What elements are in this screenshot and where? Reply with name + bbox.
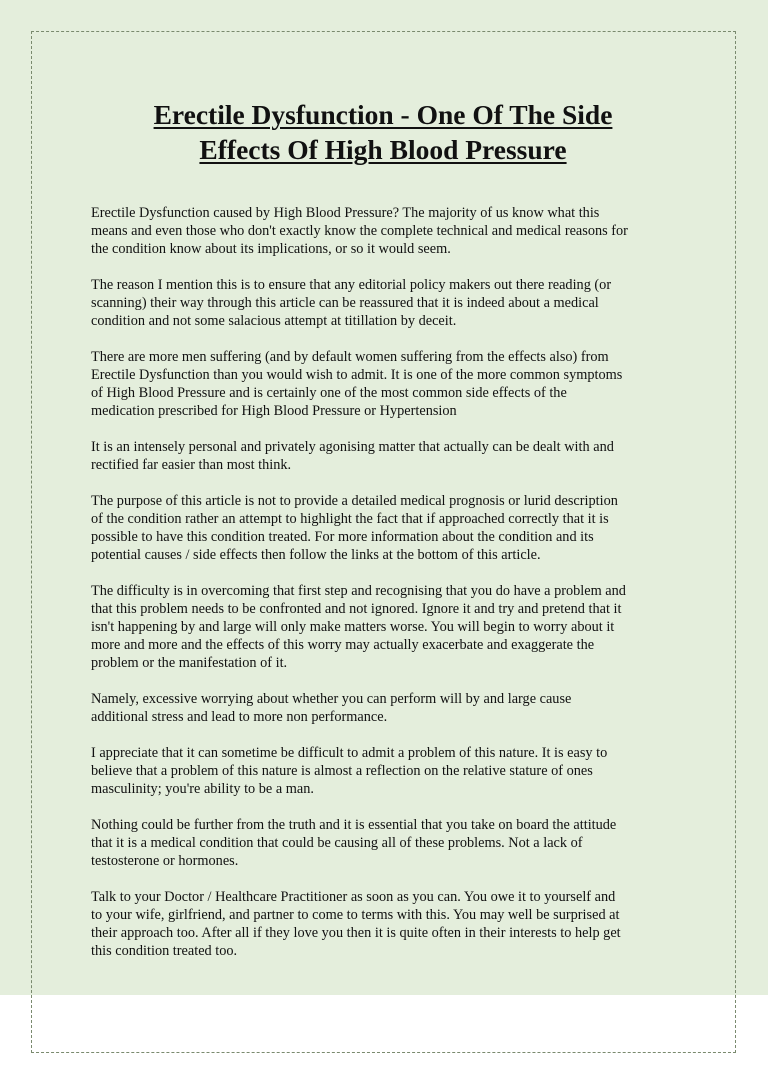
- text-line: There are more men suffering (and by default women suffering from the effects also) from: [91, 349, 609, 365]
- text-line: isn't happening by and large will only make matters worse. You will begin to worry about it: [91, 619, 615, 635]
- text-line: scanning) their way through this article can be reassured that it is indeed about a medical: [91, 295, 599, 311]
- text-line: Namely, excessive worrying about whether you can perform will by and large cause: [91, 691, 572, 707]
- paragraph: [91, 744, 681, 798]
- text-line: Talk to your Doctor / Healthcare Practitioner as soon as you can. You owe it to yourself and: [91, 889, 616, 905]
- paragraph: [91, 438, 681, 474]
- text-line: testosterone or hormones.: [91, 853, 239, 869]
- text-line: Erectile Dysfunction caused by High Blood Pressure? The majority of us know what this: [91, 205, 600, 221]
- text-line: more and more and the effects of this worry may actually exacerbate and exaggerate the: [91, 637, 595, 653]
- text-line: The purpose of this article is not to provide a detailed medical prognosis or lurid description: [91, 493, 618, 509]
- paragraph: [91, 276, 681, 330]
- title-line: Effects Of High Blood Pressure: [199, 134, 567, 165]
- text-line: of the condition rather an attempt to highlight the fact that if approached correctly that it is: [91, 511, 609, 527]
- document-body: [91, 97, 681, 978]
- text-line: Erectile Dysfunction than you would wish to admit. It is one of the more common symptoms: [91, 367, 623, 383]
- text-line: I appreciate that it can sometime be difficult to admit a problem of this nature. It is easy to: [91, 745, 608, 761]
- paragraph: [91, 582, 681, 672]
- text-line: rectified far easier than most think.: [91, 457, 292, 473]
- text-line: possible to have this condition treated. For more information about the condition and its: [91, 529, 594, 545]
- text-line: It is an intensely personal and privately agonising matter that actually can be dealt with and: [91, 439, 614, 455]
- text-line: means and even those who don't exactly know the complete technical and medical reasons for: [91, 223, 628, 239]
- text-line: that this problem needs to be confronted and not ignored. Ignore it and try and pretend that it: [91, 601, 622, 617]
- text-line: medication prescribed for High Blood Pressure or Hypertension: [91, 403, 457, 419]
- paragraph: [91, 690, 681, 726]
- paragraph: [91, 492, 681, 564]
- text-line: Nothing could be further from the truth and it is essential that you take on board the attitude: [91, 817, 617, 833]
- paragraph: [91, 888, 681, 960]
- text-line: to your wife, girlfriend, and partner to come to terms with this. You may well be surprised at: [91, 907, 620, 923]
- paragraph: [91, 816, 681, 870]
- text-line: the condition know about its implications, or so it would seem.: [91, 241, 451, 257]
- text-line: believe that a problem of this nature is almost a reflection on the relative stature of ones: [91, 763, 593, 779]
- text-line: condition and not some salacious attempt at titillation by deceit.: [91, 313, 457, 329]
- document-title: [93, 97, 673, 167]
- text-line: that it is a medical condition that could be causing all of these problems. Not a lack of: [91, 835, 583, 851]
- text-line: problem or the manifestation of it.: [91, 655, 288, 671]
- text-line: additional stress and lead to more non performance.: [91, 709, 388, 725]
- text-line: masculinity; you're ability to be a man.: [91, 781, 314, 797]
- text-line: The reason I mention this is to ensure that any editorial policy makers out there reading (or: [91, 277, 612, 293]
- text-line: this condition treated too.: [91, 943, 238, 959]
- text-line: potential causes / side effects then follow the links at the bottom of this article.: [91, 547, 541, 563]
- paragraph: [91, 204, 681, 258]
- text-line: The difficulty is in overcoming that first step and recognising that you do have a problem and: [91, 583, 626, 599]
- title-line: Erectile Dysfunction - One Of The Side: [153, 99, 613, 130]
- paragraph: [91, 348, 681, 420]
- text-line: their approach too. After all if they love you then it is quite often in their interests to help get: [91, 925, 621, 941]
- text-line: of High Blood Pressure and is certainly one of the most common side effects of the: [91, 385, 567, 401]
